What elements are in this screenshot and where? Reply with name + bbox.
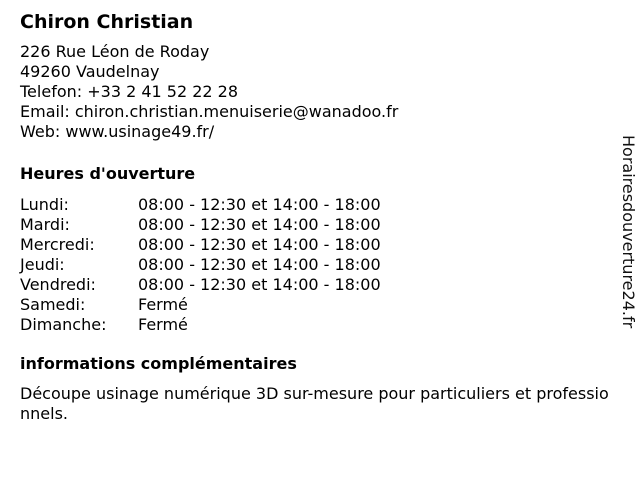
opening-hours-title: Heures d'ouverture: [20, 164, 196, 183]
day-label: Mardi:: [20, 215, 70, 234]
hours-row-tuesday: [20, 215, 381, 235]
business-name: Chiron Christian: [20, 11, 194, 33]
hours-row-saturday: [20, 295, 381, 315]
additional-info-text: Découpe usinage numérique 3D sur-mesure pour particuliers et professionnels.: [20, 384, 609, 423]
day-label: Lundi:: [20, 195, 69, 214]
day-hours: Fermé: [138, 295, 188, 314]
day-hours: Fermé: [138, 315, 188, 334]
hours-row-sunday: [20, 315, 381, 335]
additional-info-title: informations complémentaires: [20, 354, 297, 373]
hours-row-thursday: [20, 255, 381, 275]
day-hours: 08:00 - 12:30 et 14:00 - 18:00: [138, 215, 381, 234]
hours-row-monday: [20, 195, 381, 215]
day-label: Mercredi:: [20, 235, 95, 254]
day-hours: 08:00 - 12:30 et 14:00 - 18:00: [138, 195, 381, 214]
hours-row-wednesday: [20, 235, 381, 255]
day-hours: 08:00 - 12:30 et 14:00 - 18:00: [138, 235, 381, 254]
website: Web: www.usinage49.fr/: [20, 122, 215, 141]
contact-block: [20, 42, 615, 142]
day-label: Jeudi:: [20, 255, 65, 274]
day-hours: 08:00 - 12:30 et 14:00 - 18:00: [138, 275, 381, 294]
hours-row-friday: [20, 275, 381, 295]
opening-hours-table: [20, 195, 381, 335]
site-watermark: Horairesdouverture24.fr: [619, 135, 638, 329]
street-address: 226 Rue Léon de Roday: [20, 42, 210, 61]
day-hours: 08:00 - 12:30 et 14:00 - 18:00: [138, 255, 381, 274]
day-label: Vendredi:: [20, 275, 96, 294]
city-address: 49260 Vaudelnay: [20, 62, 160, 81]
business-card: [20, 10, 615, 423]
day-label: Dimanche:: [20, 315, 107, 334]
day-label: Samedi:: [20, 295, 86, 314]
email-address: Email: chiron.christian.menuiserie@wanadoo.fr: [20, 102, 399, 121]
phone-number: Telefon: +33 2 41 52 22 28: [20, 82, 239, 101]
